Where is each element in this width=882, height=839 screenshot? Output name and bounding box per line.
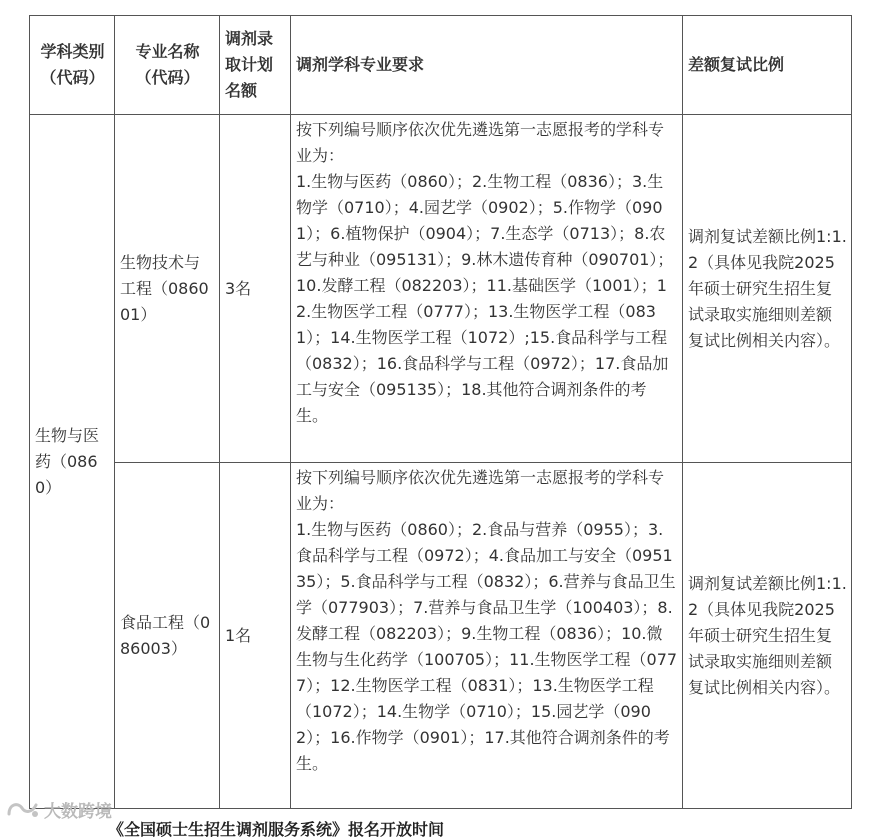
category-cell: 生物与医药（0860）: [30, 115, 115, 809]
watermark: [6, 797, 112, 821]
major-cell: 食品工程（086003）: [115, 463, 220, 809]
table-row: [30, 463, 852, 809]
requirements-cell: [291, 463, 683, 809]
header-category: 学科类别（代码）: [30, 16, 115, 115]
header-requirements: 调剂学科专业要求: [291, 16, 683, 115]
footer-cut-text: 《全国硕士生招生调剂服务系统》报名开放时间: [108, 820, 445, 839]
ratio-cell: 调剂复试差额比例1:1.2（具体见我院2025年硕士研究生招生复试录取实施细则差额复试比例相关内容）。: [683, 463, 852, 809]
brand-logo-icon: [6, 799, 40, 819]
quota-cell: 1名: [220, 463, 291, 809]
header-major: 专业名称（代码）: [115, 16, 220, 115]
table-header-row: [30, 16, 852, 115]
requirements-text: 按下列编号顺序依次优先遴选第一志愿报考的学科专业为： 1.生物与医药（0860）；2.食品与营养（0955）；3.食品科学与工程（0972）；4.食品加工与安全（095135）；5.食品科学与工程（0832）；6.营养与食品卫生学（077903）；7.营养与食品卫生学（100403）；8.发酵工程（082203）；9.生物工程（0836）；10.微生物与生化药学（100705）；11.生物医学工程（0777）；12.生物医学工程（0831）；13.生物医学工程（1072）；14.生物学（0710）；15.园艺学（0902）；16.作物学（0901）；17.其他符合调剂条件的考生。: [296, 468, 678, 773]
requirements-cell: [291, 115, 683, 463]
header-ratio: 差额复试比例: [683, 16, 852, 115]
requirements-text: 按下列编号顺序依次优先遴选第一志愿报考的学科专业为： 1.生物与医药（0860）；2.生物工程（0836）；3.生物学（0710）；4.园艺学（0902）；5.作物学（0901）；6.植物保护（0904）；7.生态学（0713）；8.农艺与种业（095131）；9.林木遗传育种（090701）；10.发酵工程（082203）；11.基础医学（1001）；12.生物医学工程（0777）；13.生物医学工程（0831）；14.生物医学工程（1072）;15.食品科学与工程（0832）；16.食品科学与工程（0972）；17.食品加工与安全（095135）；18.其他符合调剂条件的考生。: [296, 120, 674, 425]
ratio-cell: 调剂复试差额比例1:1.2（具体见我院2025年硕士研究生招生复试录取实施细则差额复试比例相关内容）。: [683, 115, 852, 463]
quota-cell: 3名: [220, 115, 291, 463]
table-row: [30, 115, 852, 463]
header-quota: 调剂录取计划名额: [220, 16, 291, 115]
adjustment-table: [29, 15, 852, 809]
watermark-text: 大数跨境: [44, 801, 112, 822]
major-cell: 生物技术与工程（086001）: [115, 115, 220, 463]
